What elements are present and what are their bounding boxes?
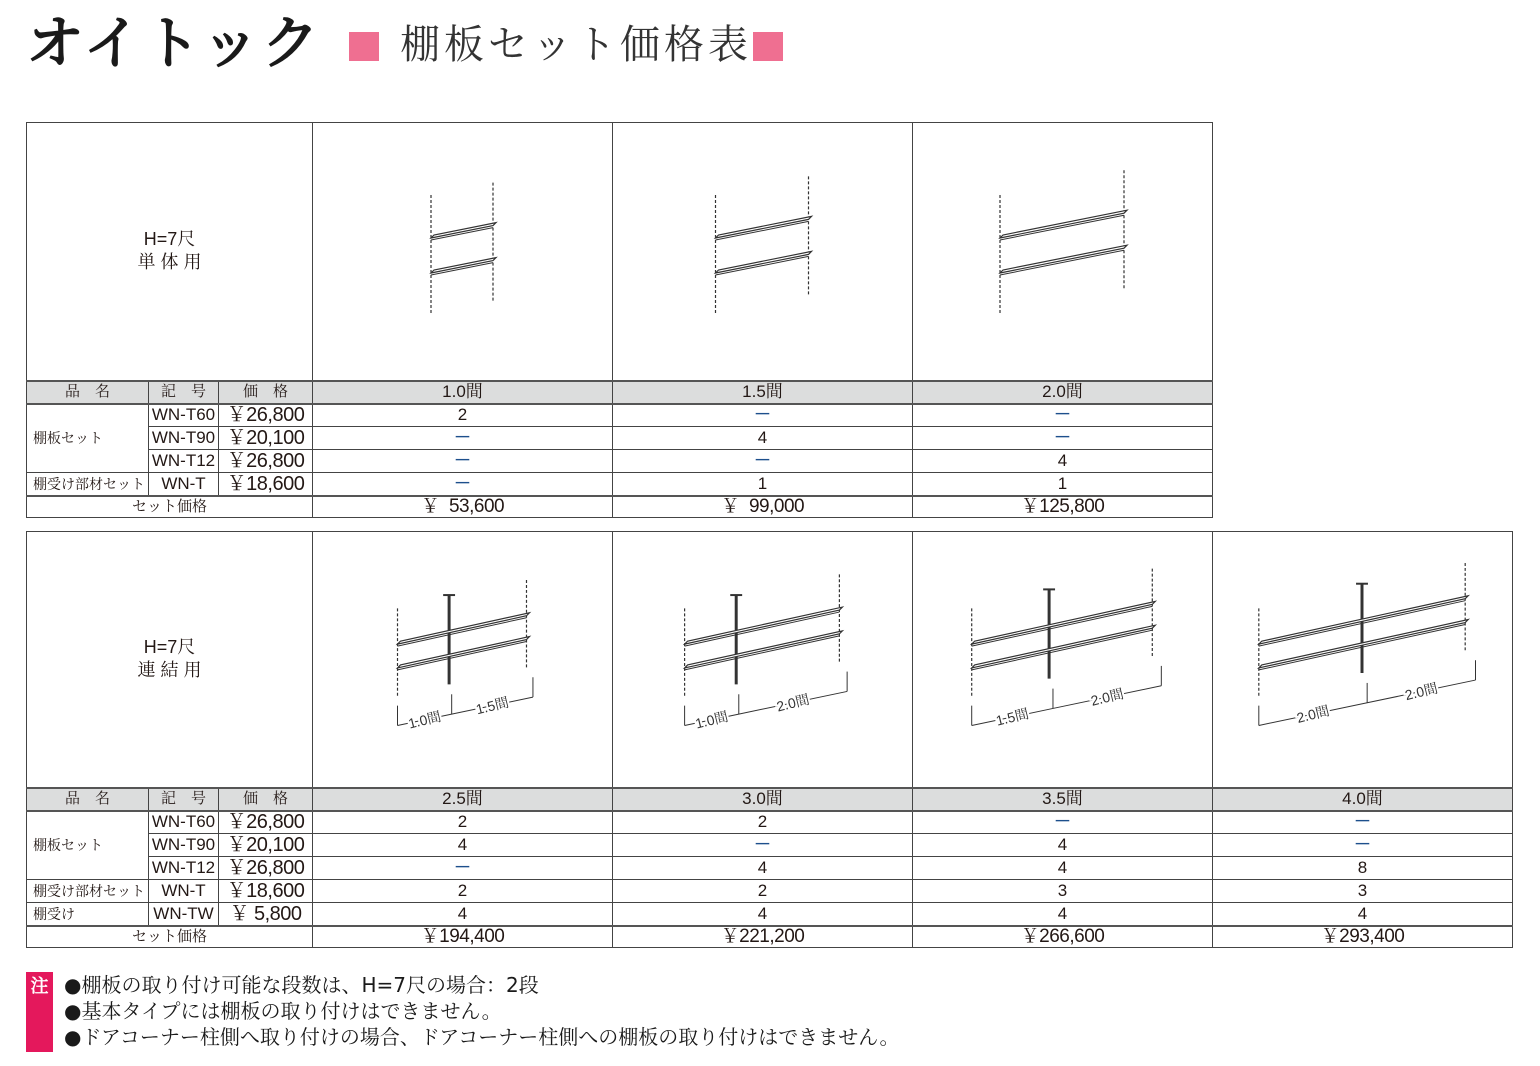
product-name: 棚板セット: [27, 811, 149, 880]
col-header-size: 1.0間: [313, 381, 613, 404]
dimension-label: 2.0間: [1294, 702, 1332, 727]
table-row: [27, 450, 1213, 473]
header-row: [27, 381, 1213, 404]
set-type-line: H=7尺: [143, 637, 196, 658]
shelf-diagram: [613, 532, 911, 786]
quantity: 1: [913, 473, 1213, 496]
quantity: －: [613, 834, 913, 857]
shelf-edge: [1000, 215, 1124, 240]
note-item: ●ドアコーナー柱側へ取り付けの場合、ドアコーナー柱側への棚板の取り付けはできません。: [64, 1025, 900, 1049]
shelf-edge: [972, 607, 1153, 647]
product-name: 棚板セット: [27, 404, 149, 473]
product-code: WN-T12: [149, 450, 219, 473]
table-row: [27, 857, 1513, 880]
total-row: [27, 926, 1513, 948]
diagram-cell: [613, 123, 913, 381]
quantity: 2: [313, 880, 613, 903]
product-code: WN-T: [149, 880, 219, 903]
shelf-board: [972, 602, 1156, 645]
shelf-board: [972, 625, 1156, 668]
diagram-cell: [313, 123, 613, 381]
pink-square-icon: [349, 32, 379, 61]
unit-price: ￥18,600: [219, 880, 313, 903]
table-row: [27, 880, 1513, 903]
col-header-name: 品 名: [27, 381, 149, 404]
product-name: 棚受け: [27, 903, 149, 926]
total-row: [27, 496, 1213, 518]
pink-square-icon: [753, 32, 783, 61]
header-row: [27, 788, 1513, 811]
quantity: －: [313, 450, 613, 473]
col-header-name: 品 名: [27, 788, 149, 811]
dimension-label: 2.0間: [1403, 679, 1440, 704]
shelf-edge: [716, 257, 809, 276]
quantity: 4: [913, 857, 1213, 880]
product-code: WN-TW: [149, 903, 219, 926]
quantity: 4: [613, 857, 913, 880]
product-code: WN-T90: [149, 427, 219, 450]
table-row: [27, 427, 1213, 450]
note-item: ●基本タイプには棚板の取り付けはできません。: [64, 999, 502, 1023]
set-type-line: 連 結 用: [137, 660, 202, 681]
diagram-cell: [613, 532, 913, 788]
quantity: －: [913, 811, 1213, 834]
quantity: 3: [1213, 880, 1513, 903]
col-header-size: 1.5間: [613, 381, 913, 404]
quantity: －: [613, 450, 913, 473]
shelf-diagram: [613, 123, 911, 379]
quantity: 8: [1213, 857, 1513, 880]
shelf-diagram: [913, 532, 1211, 786]
unit-price: ￥26,800: [219, 857, 313, 880]
quantity: －: [313, 473, 613, 496]
set-type-line: 単 体 用: [137, 252, 202, 273]
shelf-board: [1000, 210, 1127, 238]
set-price: ￥125,800: [913, 496, 1213, 518]
product-code: WN-T90: [149, 834, 219, 857]
shelf-edge: [398, 642, 527, 670]
unit-price: ￥20,100: [219, 834, 313, 857]
set-price-label: セット価格: [27, 926, 313, 948]
quantity: 3: [913, 880, 1213, 903]
table-row: [27, 834, 1513, 857]
shelf-diagram: [913, 123, 1211, 379]
col-header-size: 4.0間: [1213, 788, 1513, 811]
product-code: WN-T12: [149, 857, 219, 880]
shelf-diagram: [313, 123, 611, 379]
product-name: 棚受け部材セット: [27, 473, 149, 496]
unit-price: ￥26,800: [219, 811, 313, 834]
set-price: ￥266,600: [913, 926, 1213, 948]
set-price-label: セット価格: [27, 496, 313, 518]
shelf-diagram: [313, 532, 611, 786]
quantity: 4: [913, 903, 1213, 926]
set-price: ￥221,200: [613, 926, 913, 948]
col-header-code: 記 号: [149, 381, 219, 404]
dimension-label: 1.0間: [693, 708, 730, 732]
dimension-label: 1.0間: [406, 708, 443, 732]
quantity: 2: [613, 811, 913, 834]
product-code: WN-T60: [149, 404, 219, 427]
set-type-label: [27, 123, 313, 381]
set-price: ￥ 53,600: [313, 496, 613, 518]
table-row: [27, 903, 1513, 926]
diagram-cell: [913, 123, 1213, 381]
quantity: 4: [313, 903, 613, 926]
shelf-board: [431, 258, 496, 273]
quantity: 4: [913, 834, 1213, 857]
col-header-size: 2.5間: [313, 788, 613, 811]
diagram-cell: [913, 532, 1213, 788]
price-table-single: [26, 122, 1213, 518]
col-header-code: 記 号: [149, 788, 219, 811]
quantity: －: [913, 404, 1213, 427]
shelf-board: [431, 223, 496, 238]
col-header-price: 価 格: [219, 788, 313, 811]
note-tag: 注: [26, 972, 53, 1052]
quantity: －: [1213, 811, 1513, 834]
shelf-board: [1000, 245, 1127, 273]
unit-price: ￥26,800: [219, 404, 313, 427]
quantity: －: [313, 427, 613, 450]
note-list: [64, 972, 926, 1050]
product-code: WN-T60: [149, 811, 219, 834]
product-code: WN-T: [149, 473, 219, 496]
shelf-board: [716, 252, 812, 274]
quantity: 1: [613, 473, 913, 496]
notes: [26, 972, 926, 1052]
unit-price: ￥26,800: [219, 450, 313, 473]
quantity: －: [313, 857, 613, 880]
unit-price: ￥18,600: [219, 473, 313, 496]
quantity: 4: [313, 834, 613, 857]
quantity: －: [913, 427, 1213, 450]
quantity: 4: [613, 427, 913, 450]
shelf-board: [716, 217, 812, 239]
table-row: [27, 473, 1213, 496]
set-type-line: H=7尺: [143, 229, 196, 250]
col-header-size: 3.0間: [613, 788, 913, 811]
shelf-edge: [716, 222, 809, 241]
set-price: ￥ 99,000: [613, 496, 913, 518]
unit-price: ￥ 5,800: [219, 903, 313, 926]
product-name: 棚受け部材セット: [27, 880, 149, 903]
set-price: ￥194,400: [313, 926, 613, 948]
unit-price: ￥20,100: [219, 427, 313, 450]
quantity: 2: [613, 880, 913, 903]
diagram-cell: [313, 532, 613, 788]
set-price: ￥293,400: [1213, 926, 1513, 948]
dimension-label: 1.5間: [994, 705, 1031, 729]
diagram-cell: [1213, 532, 1513, 788]
table-row: [27, 404, 1213, 427]
dimension-label: 2.0間: [1089, 685, 1126, 710]
brand-logo: オイトック: [26, 9, 322, 77]
quantity: 2: [313, 811, 613, 834]
col-header-price: 価 格: [219, 381, 313, 404]
quantity: －: [1213, 834, 1513, 857]
quantity: 4: [613, 903, 913, 926]
col-header-size: 2.0間: [913, 381, 1213, 404]
quantity: 2: [313, 404, 613, 427]
price-table-connected: [26, 531, 1513, 948]
diagram-row: [27, 532, 1513, 788]
quantity: 4: [913, 450, 1213, 473]
table-row: [27, 811, 1513, 834]
shelf-edge: [1000, 250, 1124, 275]
dimension-label: 2.0間: [774, 691, 811, 715]
shelf-diagram: [1213, 532, 1511, 786]
page-title: 棚板セット価格表: [400, 22, 752, 68]
diagram-row: [27, 123, 1213, 381]
shelf-board: [398, 613, 530, 644]
quantity: －: [613, 404, 913, 427]
note-item: ●棚板の取り付け可能な段数は、H=7尺の場合：2段: [64, 973, 539, 997]
set-type-label: [27, 532, 313, 788]
col-header-size: 3.5間: [913, 788, 1213, 811]
dimension-label: 1.5間: [474, 694, 511, 718]
quantity: 4: [1213, 903, 1513, 926]
